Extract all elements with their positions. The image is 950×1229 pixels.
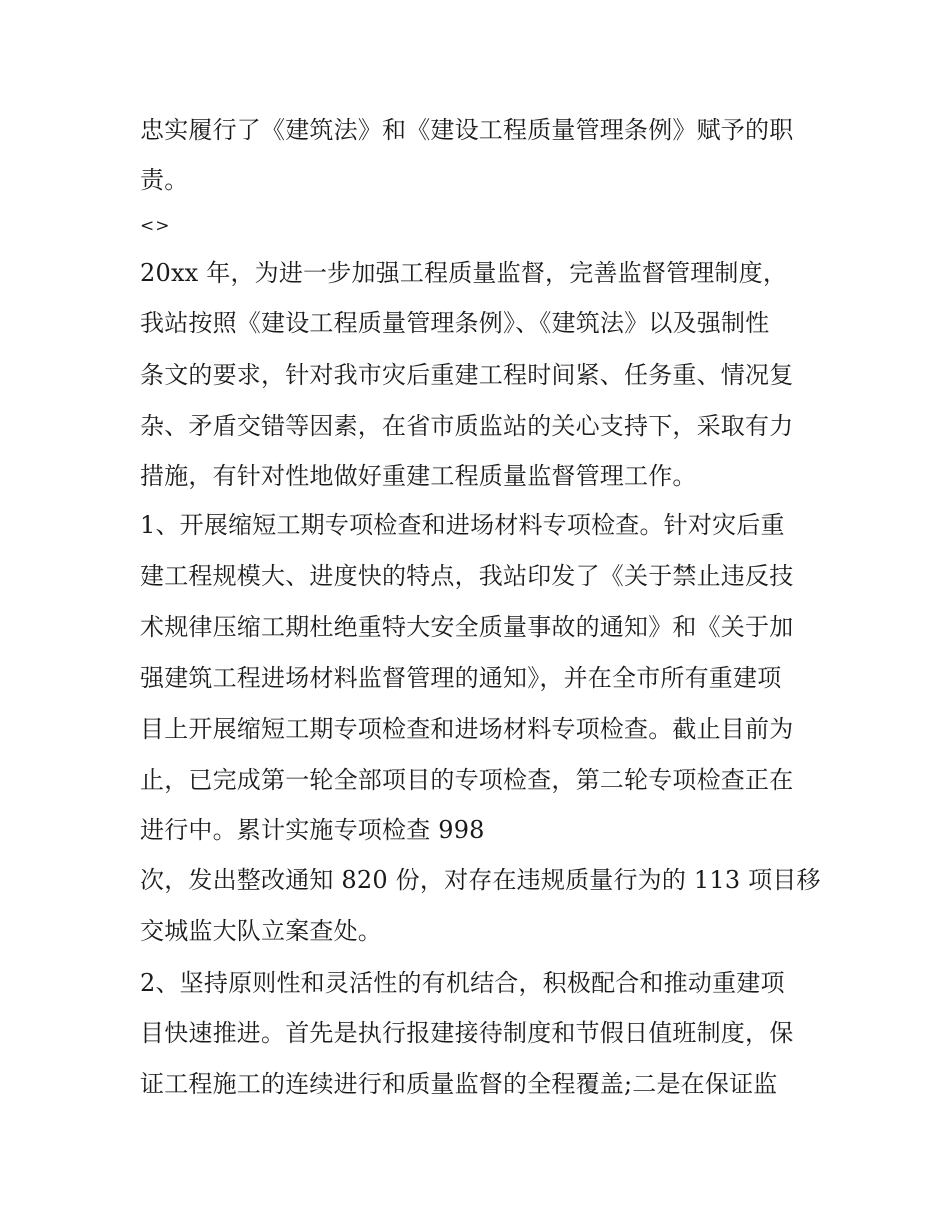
text-line-5: 我站按照《建设工程质量管理条例》、《建筑法》以及强制性	[140, 309, 770, 337]
text-line-14: 止，已完成第一轮全部项目的专项检查，第二轮专项检查正在	[140, 766, 794, 794]
text-line-10: 建工程规模大、进度快的特点，我站印发了《关于禁止违反技	[140, 562, 794, 590]
text-line-20: 证工程施工的连续进行和质量监督的全程覆盖;二是在保证监	[140, 1070, 778, 1098]
text-line-18: 2、坚持原则性和灵活性的有机结合，积极配合和推动重建项	[140, 969, 785, 997]
text-line-17: 交城监大队立案查处。	[140, 917, 382, 945]
text-line-6: 条文的要求，针对我市灾后重建工程时间紧、任务重、情况复	[140, 361, 794, 389]
text-line-15: 进行中。累计实施专项检查 998	[140, 816, 485, 844]
text-line-8: 措施，有针对性地做好重建工程质量监督管理工作。	[140, 462, 697, 490]
text-line-1: 忠实履行了《建筑法》和《建设工程质量管理条例》赋予的职	[140, 116, 794, 144]
text-line-16: 次，发出整改通知 820 份，对存在违规质量行为的 113 项目移	[140, 866, 821, 894]
text-line-2: 责。	[140, 166, 189, 194]
text-line-12: 强建筑工程进场材料监督管理的通知》，并在全市所有重建项	[140, 664, 782, 692]
text-line-4: 20xx 年，为进一步加强工程质量监督，完善监督管理制度，	[140, 259, 788, 287]
text-line-13: 目上开展缩短工期专项检查和进场材料专项检查。截止目前为	[140, 715, 794, 743]
text-line-7: 杂、矛盾交错等因素，在省市质监站的关心支持下，采取有力	[140, 412, 794, 440]
text-line-9: 1、开展缩短工期专项检查和进场材料专项检查。针对灾后重	[140, 511, 785, 539]
text-line-11: 术规律压缩工期杜绝重特大安全质量事故的通知》和《关于加	[140, 613, 794, 641]
text-line-19: 目快速推进。首先是执行报建接待制度和节假日值班制度，保	[140, 1019, 794, 1047]
text-line-3: <>	[140, 216, 171, 236]
